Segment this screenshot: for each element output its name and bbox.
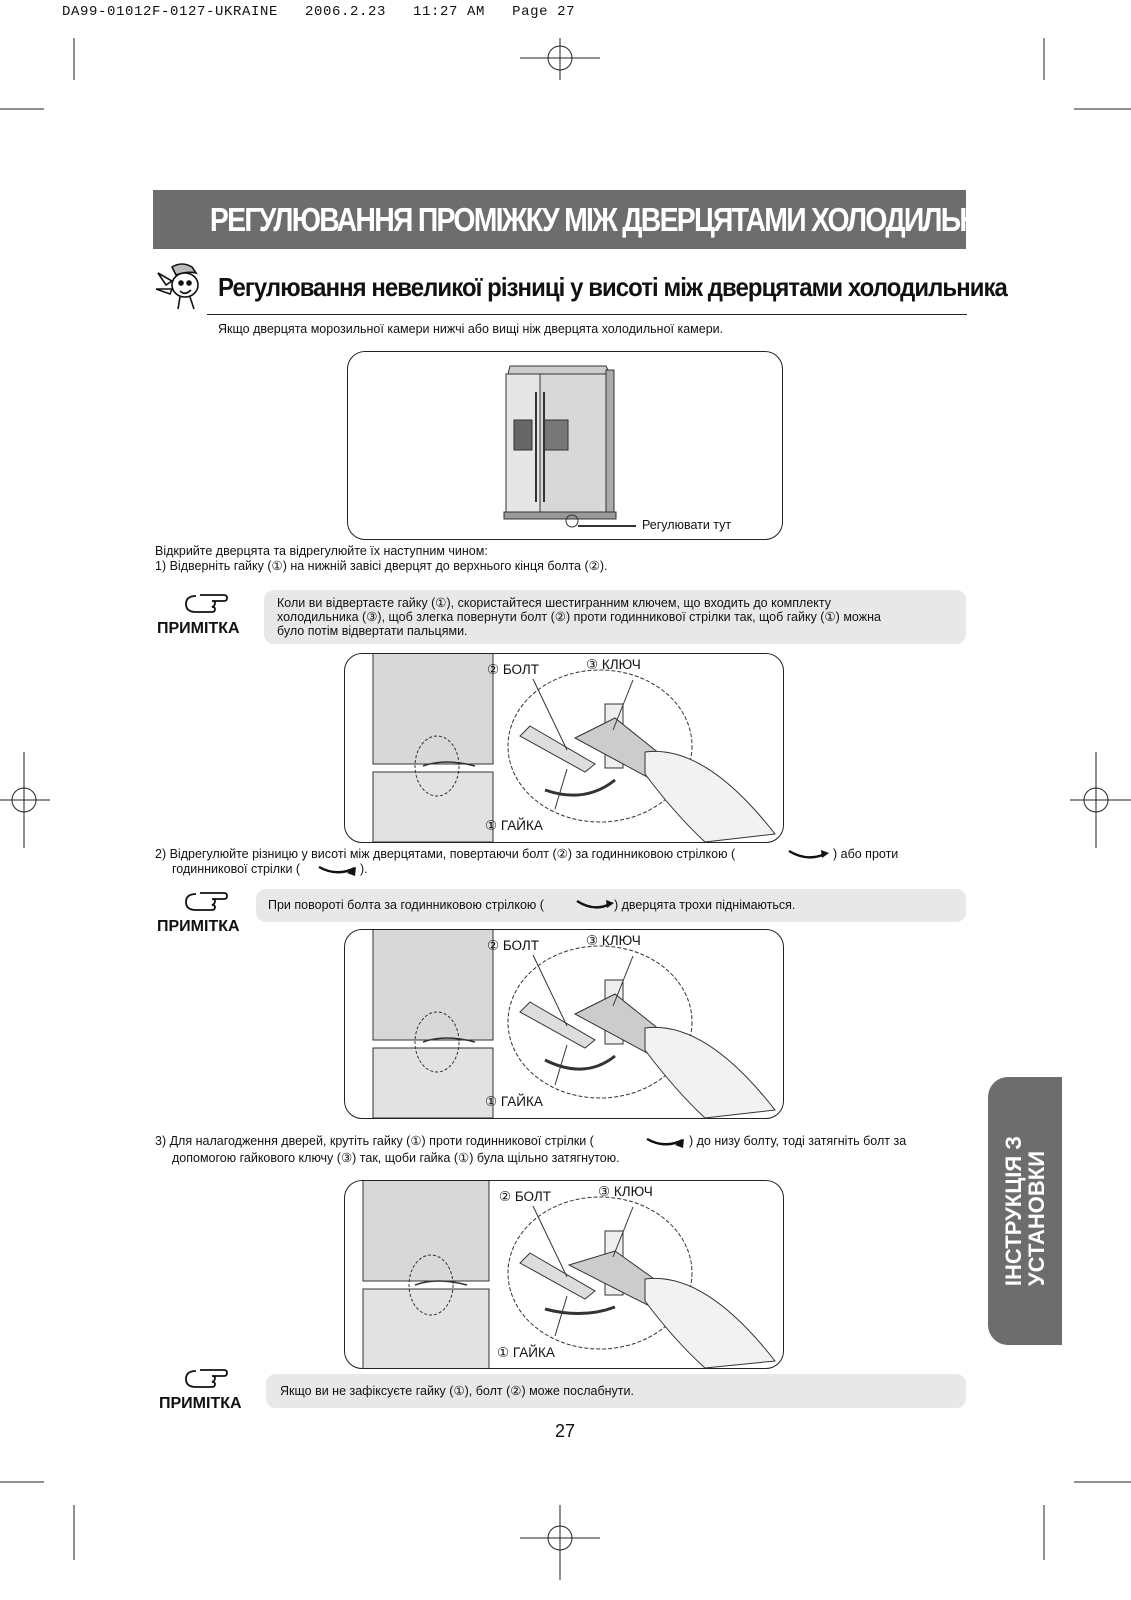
nut-label-2: ① ГАЙКА — [485, 1094, 543, 1109]
clockwise-arrow-icon — [574, 898, 616, 912]
adjust-here-label: Регулювати тут — [642, 518, 732, 532]
page-title: РЕГУЛЮВАННЯ ПРОМІЖКУ МІЖ ДВЕРЦЯТАМИ ХОЛОДИЛЬНИКА — [209, 201, 1032, 238]
counterclockwise-arrow-icon — [645, 1135, 687, 1149]
print-header: DA99-01012F-0127-UKRAINE 2006.2.23 11:27 AM Page 27 — [62, 4, 576, 20]
note-1-line-1: Коли ви відвертаєте гайку (①), скористайтеся шестигранним ключем, що входить до комплекту — [277, 596, 831, 610]
page-number: 27 — [555, 1421, 576, 1441]
note-2-part-b: ) дверцята трохи піднімаються. — [614, 898, 796, 912]
open-instruction: Відкрийте дверцята та відрегулюйте їх наступним чином: — [155, 544, 488, 558]
title-bar — [153, 190, 1032, 249]
bolt-label-2: ② БОЛТ — [487, 938, 540, 953]
hinge-illustration-1 — [345, 654, 783, 842]
nut-label-3: ① ГАЙКА — [497, 1345, 555, 1360]
note-label-3: ПРИМІТКА — [159, 1395, 242, 1412]
step-2-part-d: ). — [360, 862, 368, 876]
pointing-hand-icon — [182, 1365, 228, 1391]
side-tab-line-2: УСТАНОВКИ — [1024, 1150, 1049, 1287]
figure-hinge-2 — [344, 929, 784, 1119]
clockwise-arrow-icon — [785, 848, 831, 862]
side-section-tab — [988, 1077, 1062, 1345]
figure-fridge — [347, 351, 783, 540]
step-3-part-c: допомогою гайкового ключу (③) так, щоби гайка (①) була щільно затягнутою. — [172, 1151, 620, 1165]
side-tab-line-1: ІНСТРУКЦІЯ З — [1001, 1135, 1026, 1287]
subtitle-rule — [207, 314, 967, 315]
note-label-1: ПРИМІТКА — [157, 620, 240, 637]
step-2-part-c: годинникової стрілки ( — [172, 862, 301, 876]
key-label-1: ③ КЛЮЧ — [586, 657, 641, 672]
hinge-illustration-3 — [345, 1181, 783, 1368]
note-box-1 — [264, 590, 966, 644]
intro-text: Якщо дверцята морозильної камери нижчі або вищі ніж дверцята холодильної камери. — [218, 322, 724, 336]
note-2-part-a: При повороті болта за годинниковою стрілкою ( — [268, 898, 544, 912]
note-1-line-2: холодильника (③), щоб злегка повернути болт (②) проти годинникової стрілки так, щоб гайку (①) можна — [277, 610, 881, 624]
mascot-icon — [152, 259, 208, 311]
figure-hinge-3 — [344, 1180, 784, 1369]
side-tab-text — [1002, 1136, 1048, 1286]
step-1: 1) Відверніть гайку (①) на нижній завісі дверцят до верхнього кінця болта (②). — [155, 559, 608, 573]
hinge-illustration-2 — [345, 930, 783, 1118]
counterclockwise-arrow-icon — [317, 863, 359, 877]
figure-hinge-1 — [344, 653, 784, 843]
note-box-2 — [256, 889, 966, 922]
step-2-part-b: ) або проти — [833, 847, 899, 861]
nut-label-1: ① ГАЙКА — [485, 818, 543, 833]
step-3-part-a: 3) Для налагодження дверей, крутіть гайку (①) проти годинникової стрілки ( — [155, 1134, 594, 1148]
pointing-hand-icon — [182, 888, 228, 914]
note-3-text: Якщо ви не зафіксуєте гайку (①), болт (②) може послабнути. — [280, 1384, 634, 1398]
step-3-part-b: ) до низу болту, тоді затягніть болт за — [689, 1134, 907, 1148]
note-1-line-3: було потім відвертати пальцями. — [277, 624, 468, 638]
bolt-label-1: ② БОЛТ — [487, 662, 540, 677]
section-subtitle: Регулювання невеликої різниці у висоті між дверцятами холодильника — [218, 272, 1007, 302]
step-2-part-a: 2) Відрегулюйте різницю у висоті між дверцятами, повертаючи болт (②) за годинниковою стрілкою ( — [155, 847, 736, 861]
note-box-3 — [266, 1374, 966, 1408]
pointing-hand-icon — [182, 590, 228, 616]
key-label-2: ③ КЛЮЧ — [586, 933, 641, 948]
key-label-3: ③ КЛЮЧ — [598, 1184, 653, 1199]
fridge-illustration — [348, 352, 782, 539]
note-label-2: ПРИМІТКА — [157, 918, 240, 935]
bolt-label-3: ② БОЛТ — [499, 1189, 552, 1204]
